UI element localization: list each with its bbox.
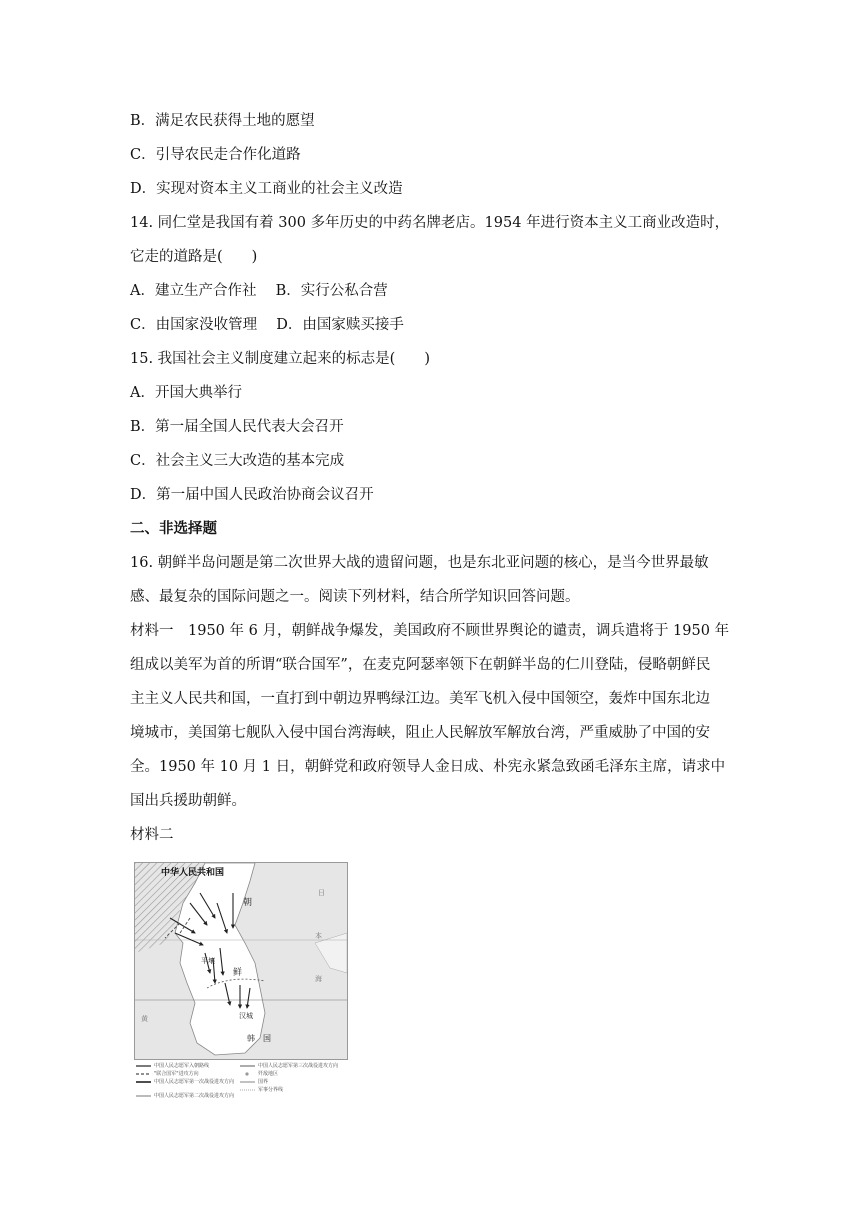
seoul-label: 汉城: [239, 1012, 253, 1020]
q13-option-d: D．实现对资本主义工商业的社会主义改造: [130, 181, 403, 197]
q14-stem-line1: 14. 同仁堂是我国有着 300 多年历史的中药名牌老店。1954 年进行资本主义工商业改造时，: [130, 215, 730, 231]
korea-label-2: 鲜: [233, 968, 243, 978]
yellow-sea-label: 黄: [141, 1015, 148, 1023]
legend-item: "联合国军"进攻方向: [154, 1071, 199, 1077]
legend-item: 中国人民志愿军第三次战役进攻方向: [258, 1063, 339, 1069]
q14-options-row2: C．由国家没收管理 D．由国家赎买接手: [130, 317, 404, 333]
material1-line: 材料一 1950 年 6 月，朝鲜战争爆发，美国政府不顾世界舆论的谴责，调兵遣将于 1950 年: [130, 623, 730, 639]
q15-option-d: D．第一届中国人民政治协商会议召开: [130, 487, 374, 503]
legend-item: 军事分界线: [258, 1087, 284, 1093]
korea-label-1: 朝: [243, 898, 253, 908]
sea-label-3: 海: [315, 975, 322, 983]
legend-item: 中国人民志愿军第一次战役进攻方向: [154, 1079, 235, 1085]
legend-item: 国界: [258, 1079, 269, 1085]
q16-stem-line1: 16. 朝鲜半岛问题是第二次世界大战的遗留问题，也是东北亚问题的核心，是当今世界最敏: [130, 555, 709, 571]
sea-label-2: 本: [315, 932, 322, 940]
q13-option-b: B．满足农民获得土地的愿望: [130, 113, 315, 129]
q15-stem: 15. 我国社会主义制度建立起来的标志是( ): [130, 351, 430, 367]
material1-line: 境城市，美国第七舰队入侵中国台湾海峡，阻止人民解放军解放台湾，严重威胁了中国的安: [130, 725, 710, 741]
china-label: 中华人民共和国: [161, 868, 225, 878]
legend-item: 中国人民志愿军第二次战役进攻方向: [154, 1093, 235, 1099]
pyongyang-label: 平壤: [201, 957, 215, 965]
korean-war-map: [134, 862, 346, 1112]
south-korea-label: 韩 国: [247, 1034, 271, 1043]
q15-option-c: C．社会主义三大改造的基本完成: [130, 453, 345, 469]
material1-line: 组成以美军为首的所谓“联合国军”，在麦克阿瑟率领下在朝鲜半岛的仁川登陆，侵略朝鲜民: [130, 657, 711, 673]
document-body: [130, 104, 730, 852]
material1-line: 主主义人民共和国，一直打到中朝边界鸭绿江边。美军飞机入侵中国领空，轰炸中国东北边: [130, 691, 710, 707]
sea-label-1: 日: [318, 889, 325, 897]
material1-line: 国出兵援助朝鲜。: [130, 793, 246, 809]
q14-stem-line2: 它走的道路是( ): [130, 249, 258, 265]
legend-item: 歼敌地区: [240, 1070, 278, 1077]
q15-option-b: B．第一届全国人民代表大会召开: [130, 419, 344, 435]
q13-option-c: C．引导农民走合作化道路: [130, 147, 301, 163]
material2-label: 材料二: [130, 827, 174, 843]
map-graphic: [135, 863, 347, 1059]
section-title: 二、非选择题: [130, 521, 217, 537]
q15-option-a: A．开国大典举行: [130, 385, 242, 401]
map-legend: [134, 1060, 346, 1112]
legend-item: 中国人民志愿军入朝路线: [154, 1063, 210, 1069]
q16-stem-line2: 感、最复杂的国际问题之一。阅读下列材料，结合所学知识回答问题。: [130, 589, 580, 605]
map-frame: [134, 862, 348, 1060]
q14-options-row1: A．建立生产合作社 B．实行公私合营: [130, 283, 388, 299]
material1-line: 全。1950 年 10 月 1 日，朝鲜党和政府领导人金日成、朴宪永紧急致函毛泽东主席，请求中: [130, 759, 726, 775]
